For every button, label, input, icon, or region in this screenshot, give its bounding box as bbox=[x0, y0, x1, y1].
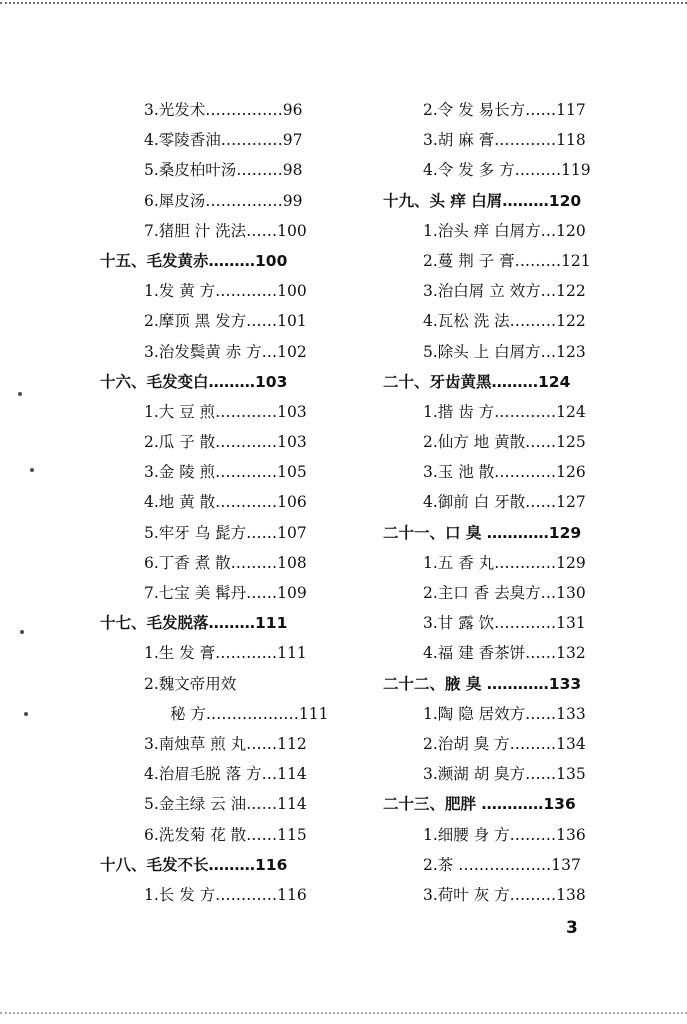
toc-entry: 3.甘 露 饮…………131 bbox=[423, 614, 586, 633]
toc-entry: 4.瓦松 洗 法………122 bbox=[423, 312, 586, 331]
toc-entry: 秘 方………………111 bbox=[170, 704, 329, 723]
toc-entry: 1.发 黄 方…………100 bbox=[144, 282, 307, 301]
page-number: 3 bbox=[566, 918, 578, 938]
toc-entry: 2.仙方 地 黄散……125 bbox=[423, 433, 586, 452]
toc-section-heading: 二十一、口 臭 …………129 bbox=[383, 523, 582, 542]
toc-entry: 4.地 黄 散…………106 bbox=[144, 493, 307, 512]
toc-entry: 2.摩顶 黑 发方……101 bbox=[144, 312, 307, 331]
toc-entry: 4.零陵香油…………97 bbox=[144, 131, 303, 150]
toc-entry: 1.大 豆 煎…………103 bbox=[144, 402, 307, 421]
toc-entry: 4.福 建 香茶饼……132 bbox=[423, 644, 586, 663]
toc-section-heading: 十五、毛发黄赤………100 bbox=[100, 251, 288, 270]
toc-entry: 4.治眉毛脱 落 方…114 bbox=[144, 765, 307, 784]
toc-entry: 2.蔓 荆 子 膏………121 bbox=[423, 251, 591, 270]
toc-entry: 6.丁香 煮 散………108 bbox=[144, 553, 307, 572]
toc-section-heading: 十八、毛发不长………116 bbox=[100, 855, 288, 874]
top-scan-edge bbox=[0, 2, 687, 4]
toc-entry: 7.猪胆 汁 洗法……100 bbox=[144, 221, 307, 240]
scan-speck bbox=[20, 630, 24, 634]
toc-entry: 3.金 陵 煎…………105 bbox=[144, 463, 307, 482]
scan-speck bbox=[30, 468, 34, 472]
toc-entry: 3.治发鬓黄 赤 方…102 bbox=[144, 342, 307, 361]
toc-entry: 3.治白屑 立 效方…122 bbox=[423, 282, 586, 301]
scan-speck bbox=[24, 712, 28, 716]
toc-entry: 1.细腰 身 方………136 bbox=[423, 825, 586, 844]
toc-entry: 4.令 发 多 方………119 bbox=[423, 161, 591, 180]
toc-section-heading: 二十二、腋 臭 …………133 bbox=[383, 674, 582, 693]
toc-section-heading: 十七、毛发脱落………111 bbox=[100, 614, 288, 633]
toc-entry: 3.光发术……………96 bbox=[144, 101, 303, 119]
toc-section-heading: 十六、毛发变白………103 bbox=[100, 372, 288, 391]
toc-entry: 1.揩 齿 方…………124 bbox=[423, 402, 586, 421]
toc-entry: 5.金主绿 云 油……114 bbox=[144, 795, 307, 814]
toc-section-heading: 十九、头 痒 白屑………120 bbox=[383, 191, 582, 210]
toc-entry: 2.瓜 子 散…………103 bbox=[144, 433, 307, 452]
toc-entry: 2.主口 香 去臭方…130 bbox=[423, 584, 586, 602]
toc-entry: 6.犀皮汤……………99 bbox=[144, 191, 303, 210]
toc-entry: 5.桑皮柏叶汤………98 bbox=[144, 161, 303, 180]
toc-entry: 2.治胡 臭 方………134 bbox=[423, 734, 586, 753]
toc-entry: 3.胡 麻 膏…………118 bbox=[423, 131, 586, 150]
toc-entry: 3.南烛草 煎 丸……112 bbox=[144, 734, 307, 753]
toc-entry: 6.洗发菊 花 散……115 bbox=[144, 825, 307, 844]
toc-right-column bbox=[383, 95, 625, 910]
bottom-scan-edge bbox=[0, 1012, 687, 1014]
toc-entry: 7.七宝 美 髯丹……109 bbox=[144, 584, 307, 602]
toc-entry: 1.生 发 膏…………111 bbox=[144, 644, 307, 663]
toc-entry: 4.御前 白 牙散……127 bbox=[423, 493, 586, 512]
toc-entry: 2.魏文帝用效 bbox=[144, 674, 237, 693]
toc-entry: 1.五 香 丸…………129 bbox=[423, 553, 586, 572]
toc-entry: 5.牢牙 乌 髭方……107 bbox=[144, 523, 307, 542]
toc-entry: 1.陶 隐 居效方……133 bbox=[423, 704, 586, 723]
toc-entry: 5.除头 上 白屑方…123 bbox=[423, 342, 586, 361]
toc-entry: 2.令 发 易长方……117 bbox=[423, 101, 586, 119]
toc-section-heading: 二十、牙齿黄黑………124 bbox=[383, 372, 571, 391]
toc-entry: 2.茶 ………………137 bbox=[423, 855, 581, 874]
toc-entry: 1.长 发 方…………116 bbox=[144, 885, 307, 904]
toc-entry: 1.治头 痒 白屑方…120 bbox=[423, 221, 586, 240]
scan-speck bbox=[18, 392, 22, 396]
toc-entry: 3.荷叶 灰 方………138 bbox=[423, 885, 586, 904]
toc-entry: 3.濒湖 胡 臭方……135 bbox=[423, 765, 586, 784]
toc-entry: 3.玉 池 散…………126 bbox=[423, 463, 586, 482]
toc-section-heading: 二十三、肥胖 …………136 bbox=[383, 795, 576, 814]
toc-left-column bbox=[100, 95, 350, 910]
